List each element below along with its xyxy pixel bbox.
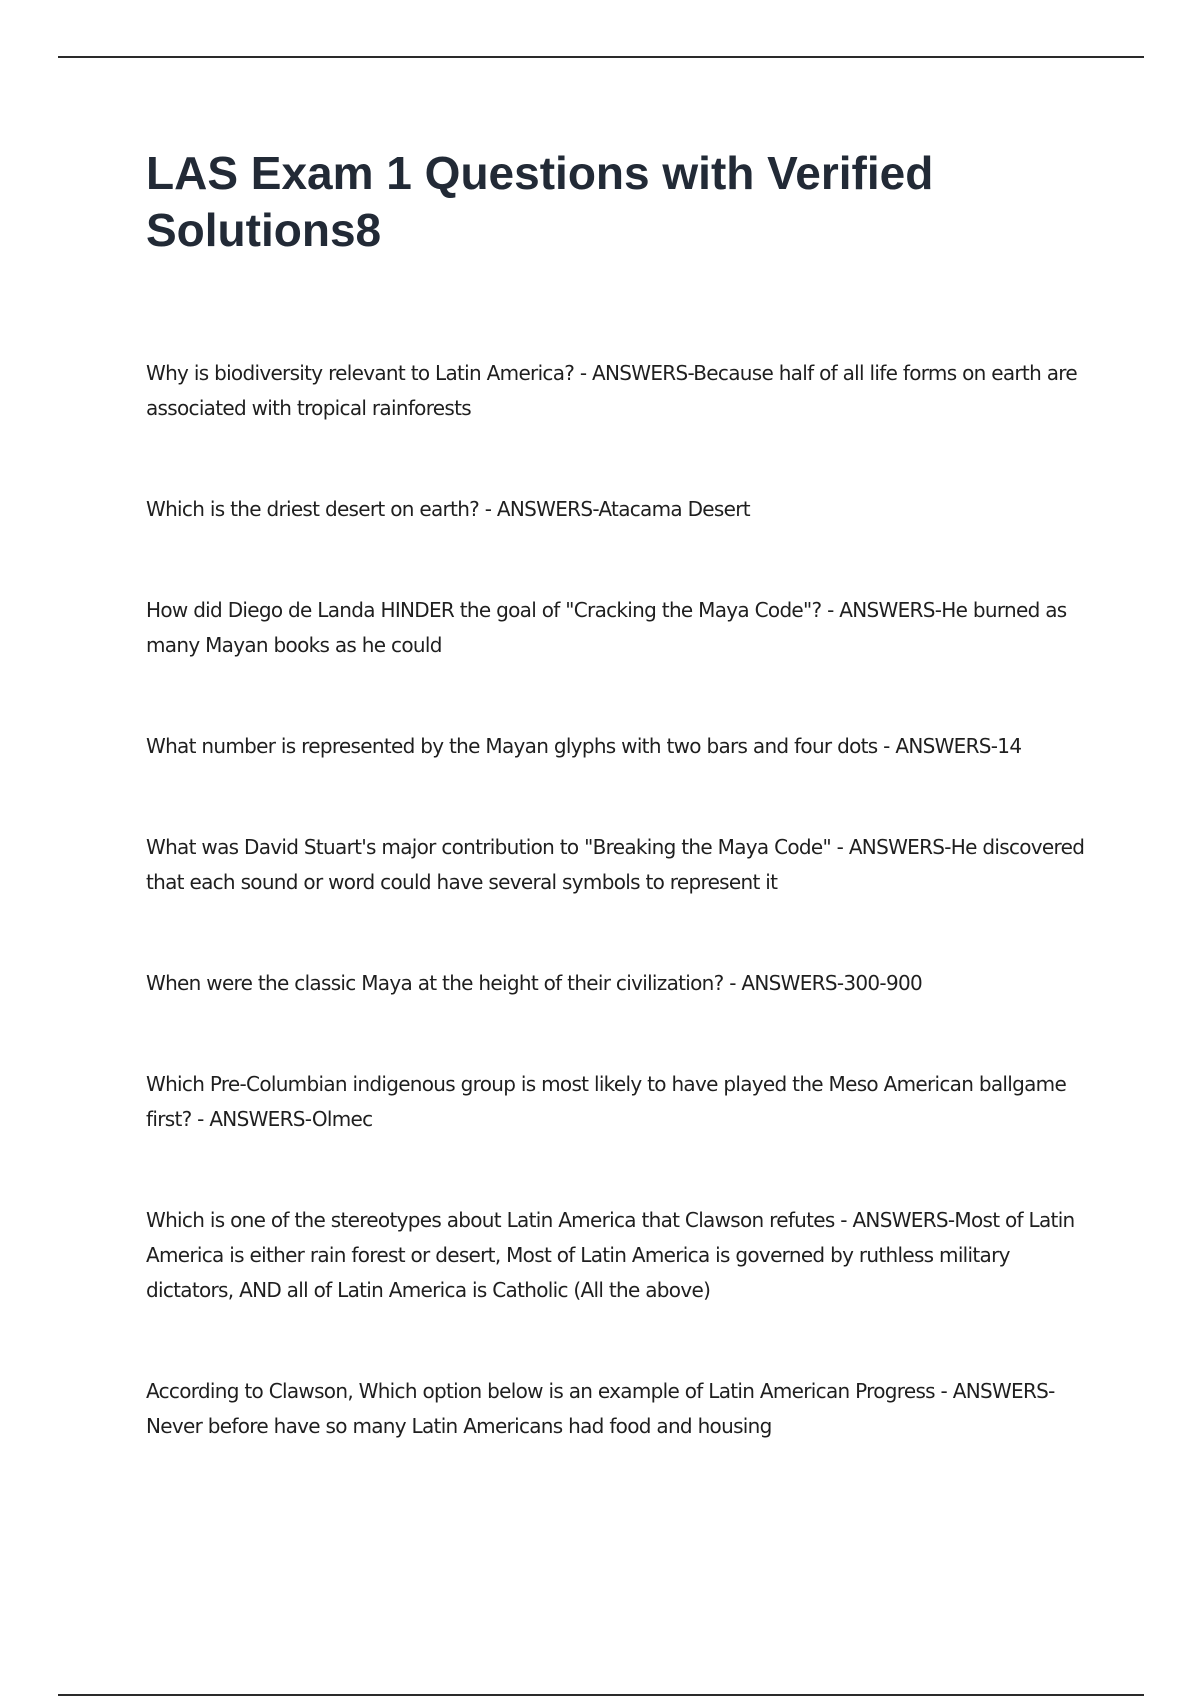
qa-item: Which is the driest desert on earth? - ANSWERS-Atacama Desert: [146, 497, 750, 521]
qa-item: When were the classic Maya at the height of their civilization? - ANSWERS-300-900: [146, 971, 923, 995]
bottom-divider: [58, 1694, 1144, 1696]
qa-item: Which is one of the stereotypes about Latin America that Clawson refutes - ANSWERS-Most of Latin America is either rain forest or desert, Most of Latin America is governed by ruthless military dictators, AND all of Latin America is Catholic (All the above): [146, 1208, 1075, 1302]
qa-item: How did Diego de Landa HINDER the goal of "Cracking the Maya Code"? - ANSWERS-He burned as many Mayan books as he could: [146, 598, 1067, 657]
qa-item: What was David Stuart's major contribution to "Breaking the Maya Code" - ANSWERS-He discovered that each sound or word could have several symbols to represent it: [146, 835, 1085, 894]
qa-item: Which Pre-Columbian indigenous group is most likely to have played the Meso American ballgame first? - ANSWERS-Olmec: [146, 1072, 1067, 1131]
qa-item: Why is biodiversity relevant to Latin America? - ANSWERS-Because half of all life forms on earth are associated with tropical rainforests: [146, 361, 1077, 420]
top-divider: [58, 56, 1144, 58]
qa-item: According to Clawson, Which option below is an example of Latin American Progress - ANSWERS-Never before have so many Latin Americans had food and housing: [146, 1379, 1055, 1438]
document-title: LAS Exam 1 Questions with Verified Solutions8: [146, 147, 934, 256]
qa-item: What number is represented by the Mayan glyphs with two bars and four dots - ANSWERS-14: [146, 734, 1022, 758]
qa-list: [146, 356, 1096, 1510]
